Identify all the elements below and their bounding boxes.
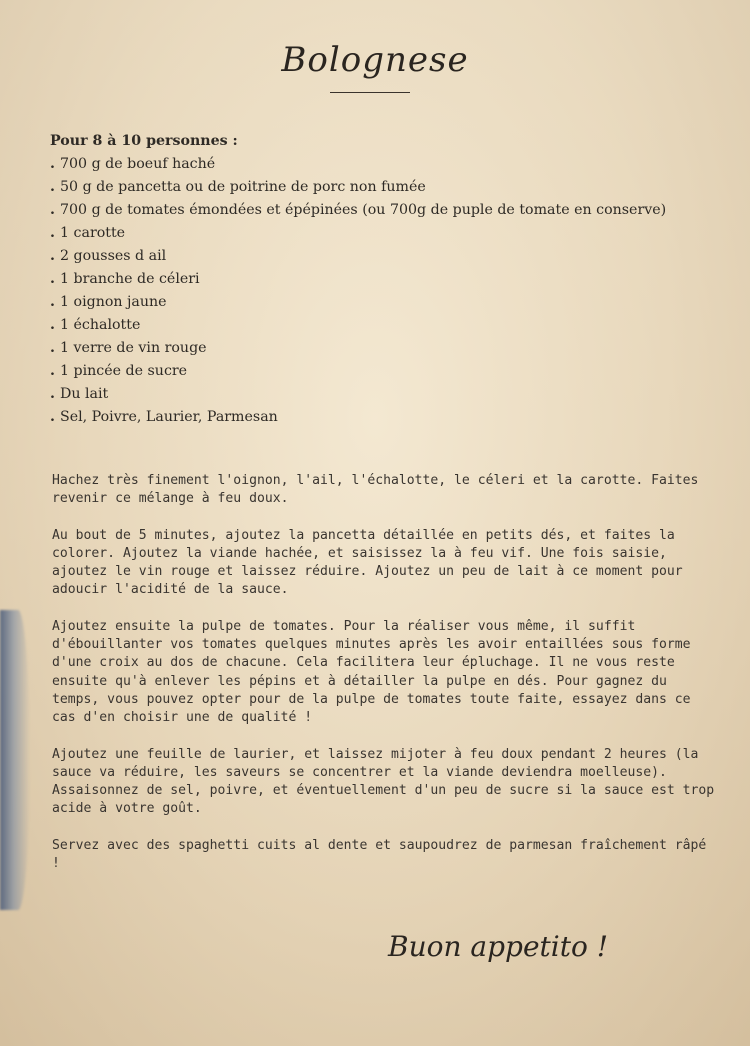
ingredient-item: . Sel, Poivre, Laurier, Parmesan (50, 406, 730, 429)
ingredient-item: . 1 pincée de sucre (50, 360, 730, 383)
ingredient-item: . 50 g de pancetta ou de poitrine de porc non fumée (50, 176, 730, 199)
ingredient-item: . 1 carotte (50, 222, 730, 245)
ingredient-item: . 1 oignon jaune (50, 291, 730, 314)
ink-stain (0, 610, 30, 910)
ingredients-section (50, 130, 730, 429)
ingredient-item: . 700 g de boeuf haché (50, 153, 730, 176)
instruction-paragraph: Ajoutez ensuite la pulpe de tomates. Pour la réaliser vous même, il suffit d'ébouillanter vos tomates quelques minutes après les avoir entaillées sous forme d'une croix au dos de chacune. Cela facilitera leur épluchage. Il ne vous reste ensuite qu'à enlever les pépins et à détailler la pulpe en dés. Pour gagnez du temps, vous pouvez opter pour de la pulpe de tomates toute faite, essayez dans ce cas d'en choisir une de qualité ! (52, 619, 691, 726)
title-underline (330, 92, 410, 93)
instruction-paragraph: Hachez très finement l'oignon, l'ail, l'échalotte, le céleri et la carotte. Faites revenir ce mélange à feu doux. (52, 473, 699, 507)
ingredient-item: . 700 g de tomates émondées et épépinées (ou 700g de puple de tomate en conserve) (50, 199, 730, 222)
ingredient-item: . 1 verre de vin rouge (50, 337, 730, 360)
ingredient-list (50, 153, 730, 429)
ingredient-item: . Du lait (50, 383, 730, 406)
instruction-paragraph: Servez avec des spaghetti cuits al dente et saupoudrez de parmesan fraîchement râpé ! (52, 837, 707, 872)
instruction-paragraph: Ajoutez une feuille de laurier, et laissez mijoter à feu doux pendant 2 heures (la sauce va réduire, les saveurs se concentrer et la viande deviendra moelleuse). Assaisonnez de sel, poivre, et éventuellement d'un peu de sucre si la sauce est trop acide à votre goût. (52, 746, 715, 817)
servings-heading: Pour 8 à 10 personnes : (50, 133, 238, 149)
ingredient-item: . 2 gousses d ail (50, 245, 730, 268)
instructions-section (52, 472, 722, 892)
recipe-title: Bolognese (281, 40, 469, 80)
ingredient-item: . 1 branche de céleri (50, 268, 730, 291)
ingredient-item: . 1 échalotte (50, 314, 730, 337)
closing-signature: Buon appetito ! (388, 930, 608, 963)
instruction-paragraph: Au bout de 5 minutes, ajoutez la pancetta détaillée en petits dés, et faites la colorer. Ajoutez la viande hachée, et saisissez la à feu vif. Une fois saisie, ajoutez le vin rouge et laissez réduire. Ajoutez un peu de lait à ce moment pour adoucir l'acidité de la sauce. (52, 527, 683, 598)
